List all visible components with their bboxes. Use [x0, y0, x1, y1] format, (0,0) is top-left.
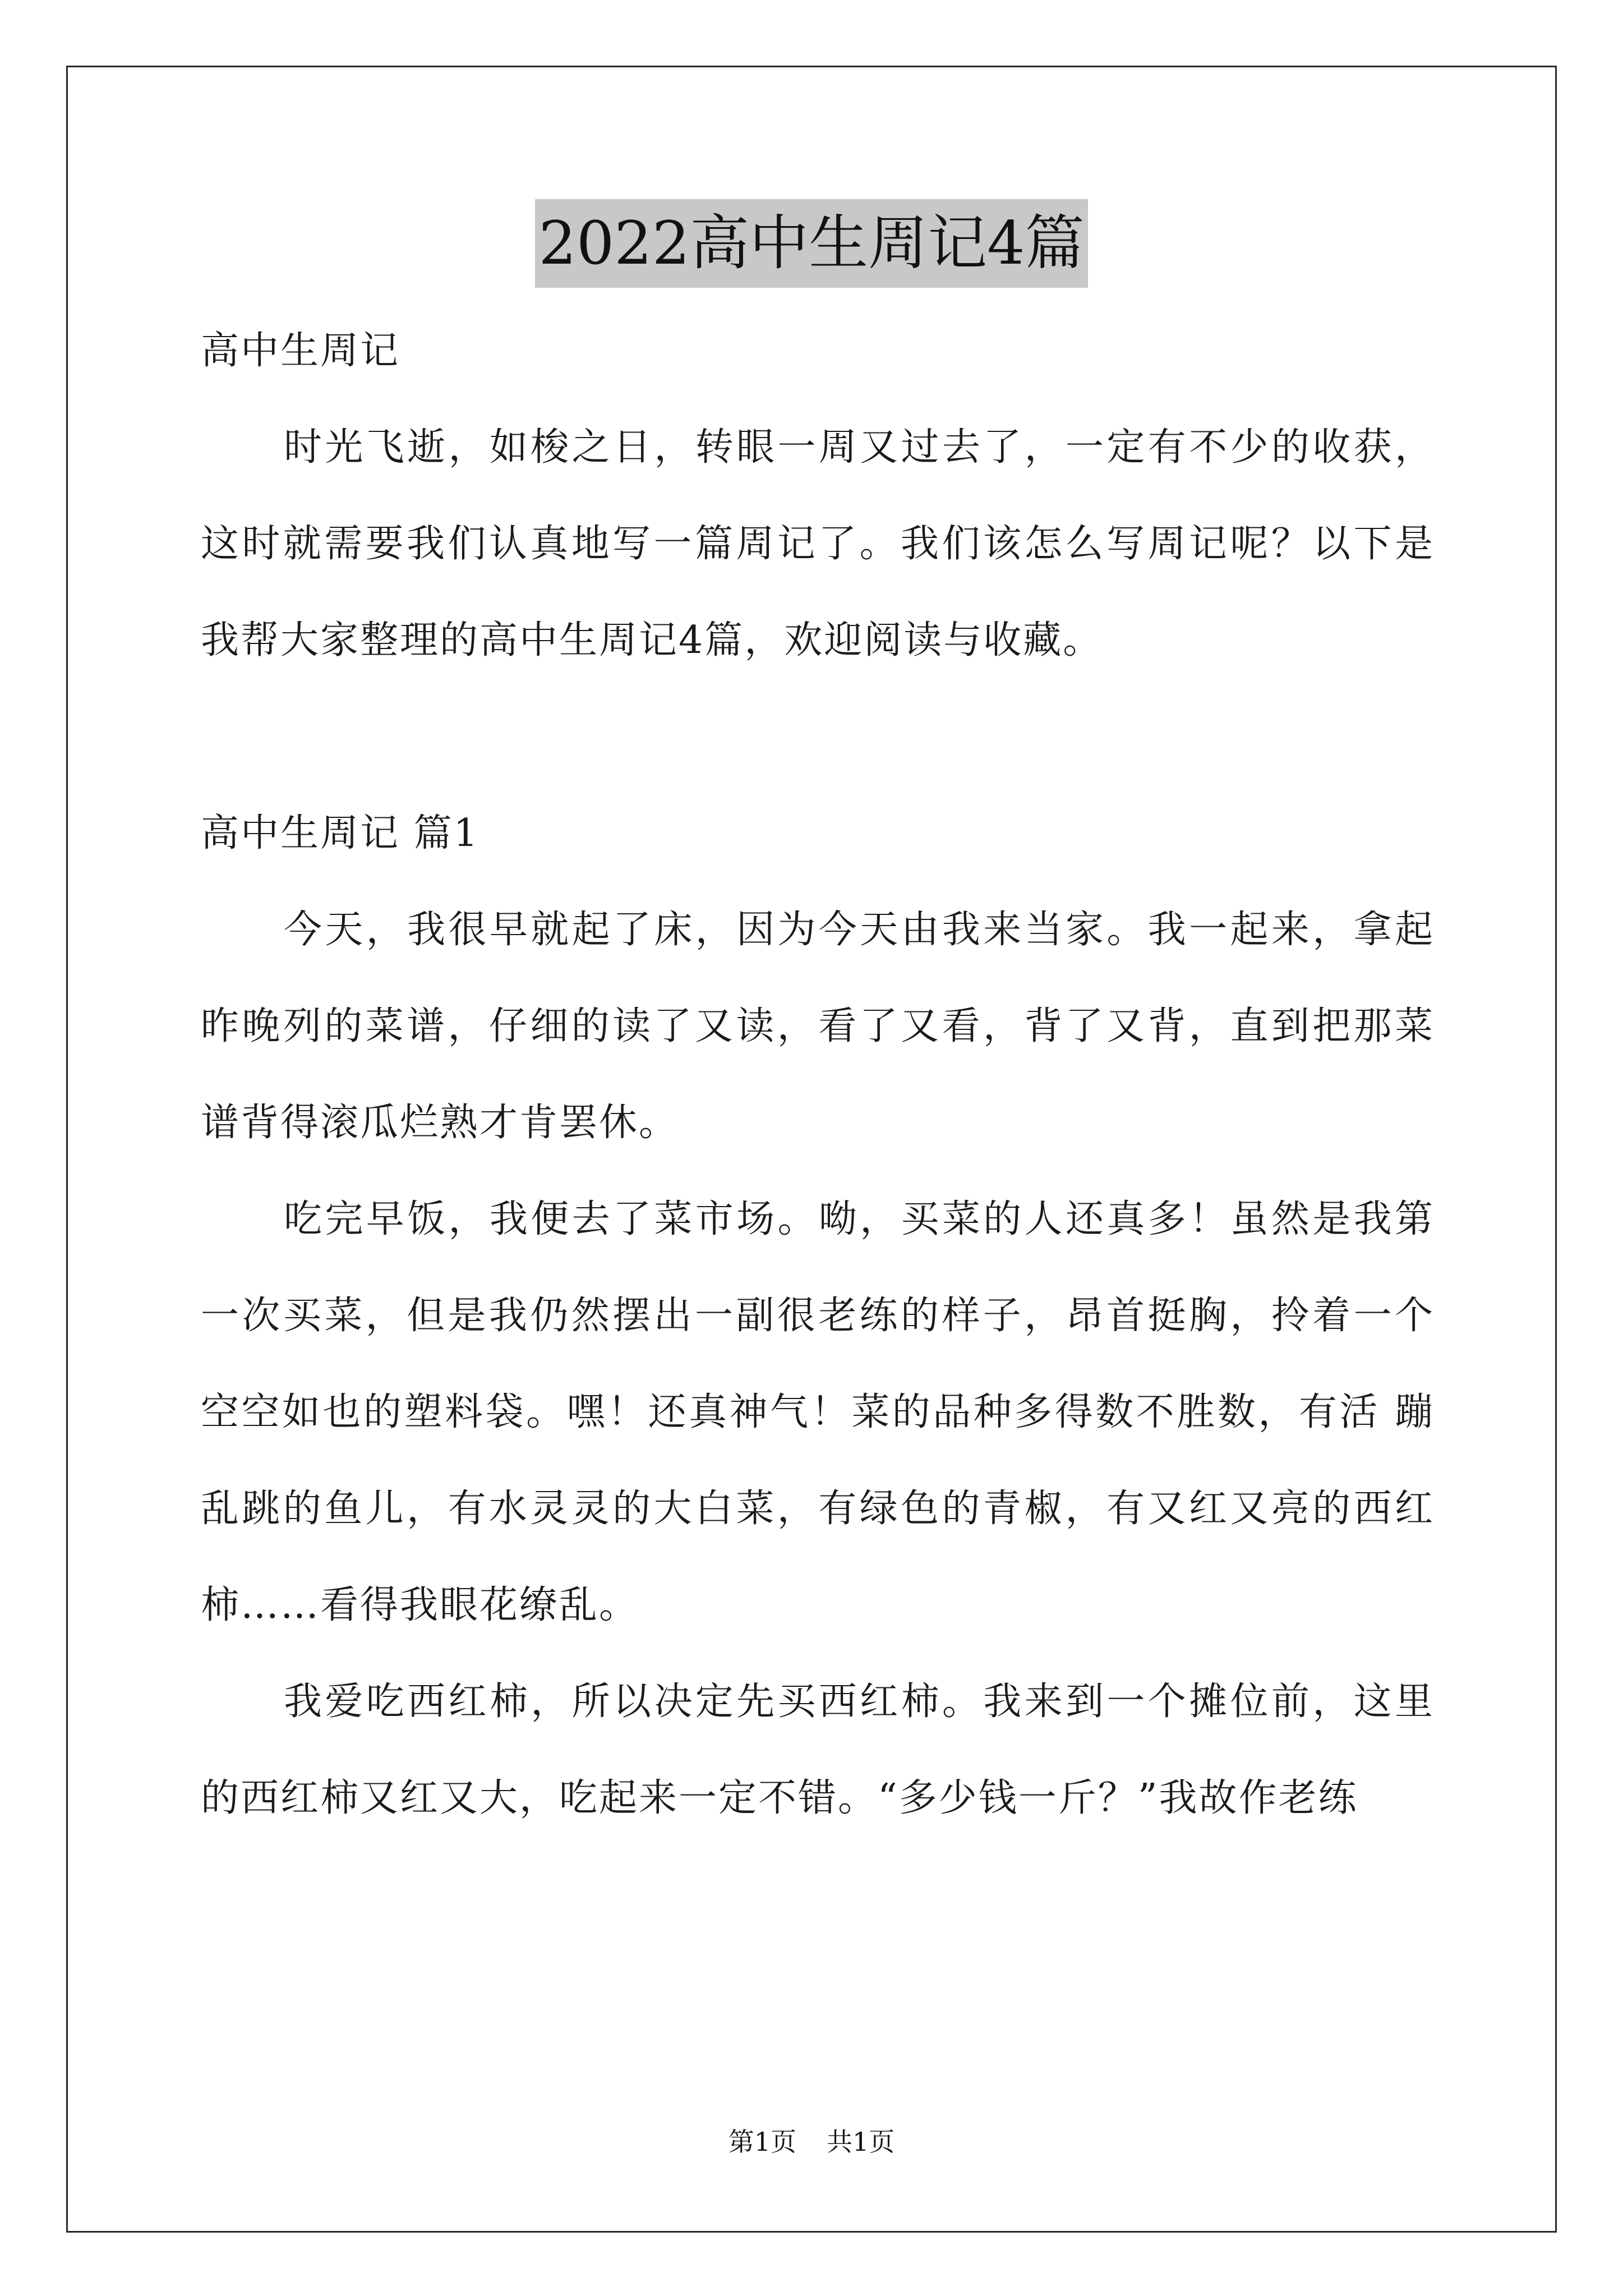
- paragraph-1: 今天，我很早就起了床，因为今天由我来当家。我一起来，拿起昨晚列的菜谱，仔细的读了又读，看了又看，背了又背，直到把那菜谱背得滚瓜烂熟才肯罢休。: [201, 908, 1435, 1145]
- intro-heading: 高中生周记: [201, 329, 400, 373]
- section1-heading: 高中生周记 篇1: [201, 811, 479, 855]
- paragraph-3: 我爱吃西红柿，所以决定先买西红柿。我来到一个摊位前，这里的西红柿又红又大，吃起来一定不错。“多少钱一斤？”我故作老练: [201, 1680, 1435, 1820]
- title-container: [0, 199, 1623, 288]
- document-title: 2022高中生周记4篇: [535, 199, 1087, 288]
- section-spacer: [201, 689, 1435, 785]
- page-footer: [0, 2125, 1623, 2159]
- document-body: [201, 303, 1435, 1847]
- page-total: 共1页: [827, 2127, 895, 2157]
- paragraph-2: 吃完早饭，我便去了菜市场。呦，买菜的人还真多！虽然是我第一次买菜，但是我仍然摆出一副很老练的样子，昂首挺胸，拎着一个空空如也的塑料袋。嘿！还真神气！菜的品种多得数不胜数，有活 蹦乱跳的鱼儿，有水灵灵的大白菜，有绿色的青椒，有又红又亮的西红柿……看得我眼花缭乱。: [201, 1197, 1435, 1627]
- page-number: 第1页: [728, 2127, 796, 2157]
- intro-paragraph: 时光飞逝，如梭之日，转眼一周又过去了，一定有不少的收获，这时就需要我们认真地写一篇周记了。我们该怎么写周记呢？以下是我帮大家整理的高中生周记4篇，欢迎阅读与收藏。: [201, 425, 1435, 662]
